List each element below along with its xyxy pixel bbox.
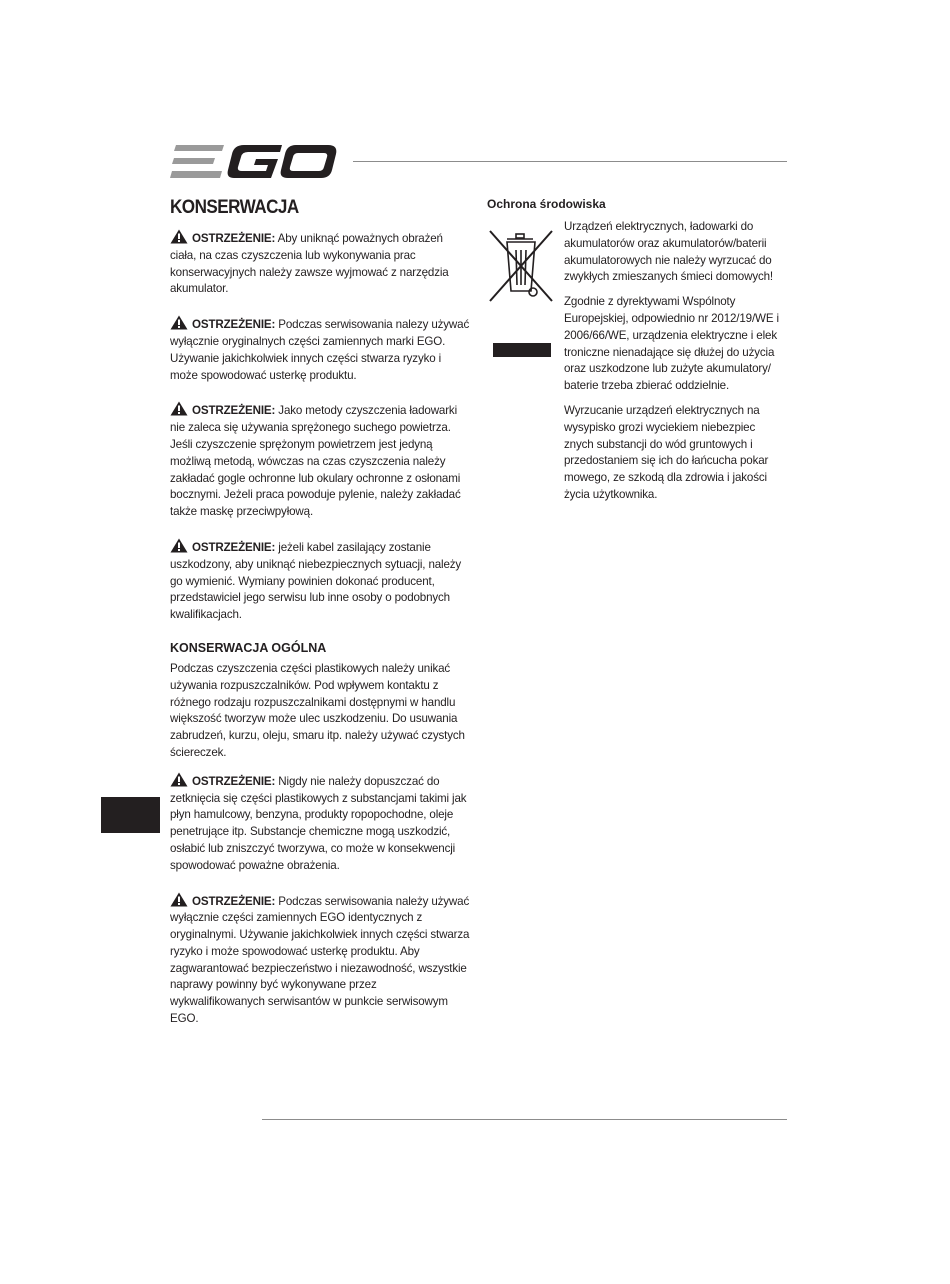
warning-text: Podczas serwisowania nalezy używać wyłącznie oryginalnych części zamiennych marki EGO. Używanie jakichkolwiek innych części stwarza ryzyko i może spowodować usterkę produktu.: [170, 318, 470, 382]
warning-paragraph: [170, 538, 470, 624]
environment-text: [564, 219, 787, 504]
chapter-tab: [101, 797, 160, 833]
environment-column: [487, 197, 787, 512]
warning-label: OSTRZEŻENIE:: [192, 540, 276, 554]
warning-text: jeżeli kabel zasilający zostanie uszkodzony, aby uniknąć niebezpiecznych sytuacji, należy go wymienić. Wymiany powinien dokonać producent, przedstawiciel jego serwisu lub inne osoby o podobnych kwalifikacjach.: [170, 540, 462, 622]
environment-paragraph: Urządzeń elektrycznych, ładowarki do akumulatorów oraz akumulatorów/baterii akumulatorowych nie należy wyrzucać do zwykłych zmieszanych śmieci domowych!: [564, 220, 773, 284]
maintenance-column: [170, 197, 470, 1045]
warning-paragraph: [170, 229, 470, 298]
warning-triangle-icon: [170, 772, 188, 787]
warning-text: Podczas serwisowania należy używać wyłącznie części zamiennych EGO identycznych z oryginalnymi. Używanie jakichkolwiek innych części stwarza ryzyko i może spowodować usterkę produktu. Aby zagwarantować bezpieczeństwo i niezawodność, wszystkie naprawy powinny być wykonywane przez wykwalifikowanych serwisantów w punkcie serwisowym EGO.: [170, 894, 470, 1026]
environment-paragraph: Wyrzucanie urządzeń elektrycznych na wysypisko grozi wyciekiem niebezpiec znych substancji do wód gruntowych i przedostaniem się ich do łańcucha pokar mowego, ze szkodą dla zdrowia i jakości życia użytkownika.: [564, 403, 769, 501]
warning-text: Aby uniknąć poważnych obrażeń ciała, na czas czyszczenia lub wykonywania prac konserwacyjnych należy zawsze wyjmować z narzędzia akumulator.: [170, 232, 449, 296]
weee-underline-bar: [493, 343, 551, 357]
warning-label: OSTRZEŻENIE:: [192, 774, 276, 788]
warning-label: OSTRZEŻENIE:: [192, 232, 276, 245]
warning-triangle-icon: [170, 229, 188, 244]
environment-heading: Ochrona środowiska: [487, 197, 606, 211]
warning-triangle-icon: [170, 538, 188, 553]
environment-paragraph: Zgodnie z dyrektywami Wspólnoty Europejskiej, odpowiednio nr 2012/19/WE i 2006/66/WE, urządzenia elektryczne i elek troniczne nienadające się dłużej do użycia oraz uszkodzone lub zużyte akumulatory/ baterie trzeba zbierać oddzielnie.: [564, 295, 779, 393]
weee-symbol: [487, 225, 555, 335]
subsection-title: KONSERWACJA OGÓLNA: [170, 640, 327, 655]
warning-label: OSTRZEŻENIE:: [192, 894, 276, 908]
header-rule: [353, 161, 787, 162]
crossed-out-wheelie-bin-icon: [487, 225, 555, 335]
warning-label: OSTRZEŻENIE:: [192, 404, 276, 418]
warning-paragraph: [170, 315, 470, 384]
warning-triangle-icon: [170, 315, 188, 330]
warning-triangle-icon: [170, 401, 188, 416]
warning-text: Jako metody czyszczenia ładowarki nie zaleca się używania sprężonego suchego powietrza. Jeśli czyszczenie sprężonym powietrzem jest jedyną możliwą metodą, wówczas na czas czyszczenia należy zakładać gogle ochronne lub okulary ochronne z osłonami bocznymi. Jeżeli praca powoduje pylenie, należy zakładać także maskę przeciwpyłową.: [170, 404, 461, 519]
general-maintenance-text: Podczas czyszczenia części plastikowych należy unikać używania rozpuszczalników. Pod wpływem kontaktu z różnego rodzaju rozpuszczalnikami dostępnymi w handlu większość tworzyw może ulec uszkodzeniu. Do usuwania zabrudzeń, kurzu, oleju, smaru itp. należy używać czystych ściereczek.: [170, 661, 465, 759]
warning-triangle-icon: [170, 892, 188, 907]
warning-label: OSTRZEŻENIE:: [192, 318, 276, 332]
warning-paragraph: [170, 892, 470, 1028]
footer-rule: [262, 1119, 787, 1120]
ego-logo: [170, 143, 338, 181]
warning-text: Nigdy nie należy dopuszczać do zetknięcia się części plastikowych z substancjami takimi jak płyn hamulcowy, benzyna, produkty ropopochodne, oleje penetrujące itp. Substancje chemiczne mogą uszkodzić, osłabić lub zniszczyć tworzywa, co może w konsekwencji spowodować poważne obrażenia.: [170, 774, 467, 872]
warning-paragraph: [170, 772, 470, 875]
warning-paragraph: [170, 401, 470, 521]
section-title: KONSERWACJA: [170, 197, 299, 218]
